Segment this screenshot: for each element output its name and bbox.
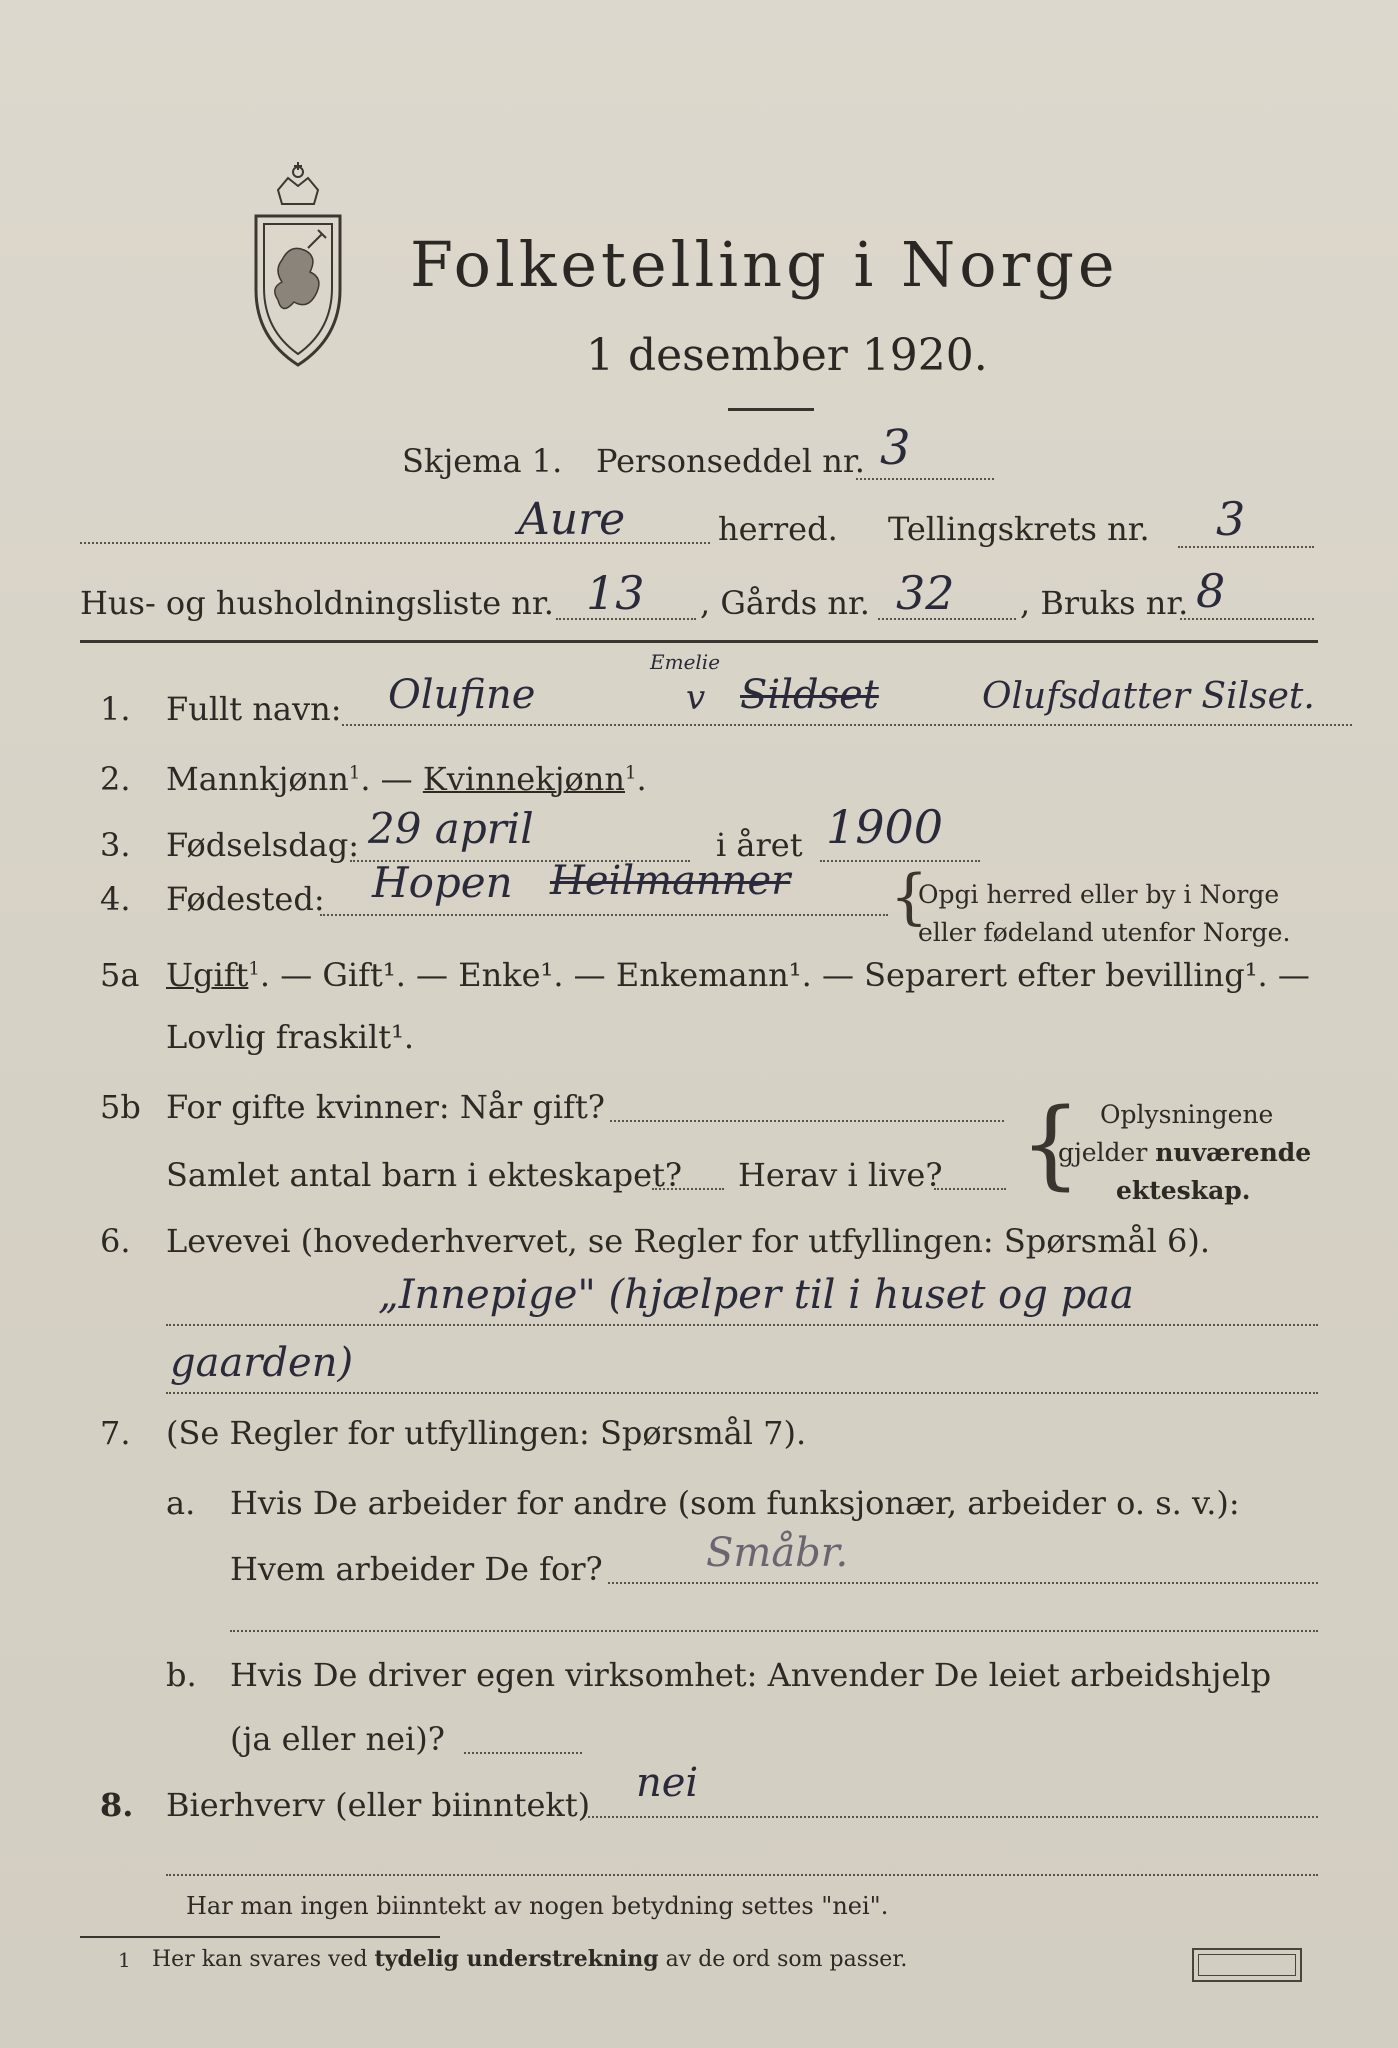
q4-field-line <box>320 914 888 916</box>
herred-value: Aure <box>518 494 626 545</box>
q7a-line2: Hvem arbeider De for? <box>230 1550 603 1588</box>
printer-stamp <box>1192 1948 1302 1982</box>
q1-label: Fullt navn: <box>166 690 342 728</box>
q8-field-line <box>588 1816 1318 1818</box>
footnote-text: Her kan svares ved tydelig understrekning av de ord som passer. <box>152 1946 908 1972</box>
q7a-field-line <box>608 1582 1318 1584</box>
q2-male: Mannkjønn <box>166 760 349 798</box>
q1-value-and: v <box>686 678 706 718</box>
q8-extra-line <box>166 1874 1318 1876</box>
q5a-line2: Lovlig fraskilt¹. <box>166 1018 415 1056</box>
q1-value-inserted: Emelie <box>650 650 721 674</box>
q4-note-line2: eller fødeland utenfor Norge. <box>918 918 1291 947</box>
q2-options: Mannkjønn$^1$. — Kvinnekjønn$^1$. <box>166 760 647 798</box>
header-rule <box>80 640 1318 643</box>
q1-value-first: Olufine <box>388 672 536 718</box>
bruks-label: , Bruks nr. <box>1020 584 1189 622</box>
footnote-rule <box>80 1936 440 1938</box>
bruks-field-line <box>1180 618 1314 620</box>
q5a-number: 5a <box>100 956 140 994</box>
q5b-ilive-field-line <box>934 1188 1006 1190</box>
tellingskrets-label: Tellingskrets nr. <box>888 510 1150 548</box>
q6-field-line2 <box>166 1392 1318 1394</box>
q7a-extra-line <box>230 1630 1318 1632</box>
q6-value-line2: gaarden) <box>170 1340 354 1386</box>
q7b-line1: Hvis De driver egen virksomhet: Anvender De leiet arbeidshjelp <box>230 1656 1272 1694</box>
q5b-line1: For gifte kvinner: Når gift? <box>166 1088 605 1126</box>
q5b-note-brace: { <box>1020 1088 1082 1200</box>
q5b-line2b: Herav i live? <box>738 1156 943 1194</box>
q7b-line2: (ja eller nei)? <box>230 1720 445 1758</box>
q4-label: Fødested: <box>166 880 325 918</box>
skjema-label: Skjema 1. <box>402 442 563 480</box>
q5b-note1: Oplysningene <box>1100 1100 1274 1129</box>
q8-label: Bierhverv (eller biinntekt) <box>166 1786 591 1824</box>
q3-number: 3. <box>100 826 131 864</box>
q4-number: 4. <box>100 880 131 918</box>
q4-value: Hopen <box>372 858 513 907</box>
q1-number: 1. <box>100 690 131 728</box>
census-date: 1 desember 1920. <box>586 330 988 381</box>
q2-number: 2. <box>100 760 131 798</box>
q3-value: 29 april <box>368 804 534 853</box>
q7a-letter: a. <box>166 1484 196 1522</box>
q2-female-selected: Kvinnekjønn <box>422 760 625 798</box>
q5b-note2: gjelder nuværende <box>1058 1138 1312 1167</box>
q5a-ugift-selected: Ugift <box>166 956 249 994</box>
q6-value-line1: „Innepige" (hjælper til i huset og paa <box>378 1272 1134 1318</box>
footnote-number: 1 <box>118 1948 131 1972</box>
q5b-gift-field-line <box>610 1120 1004 1122</box>
title-divider <box>728 408 814 411</box>
q7-label: (Se Regler for utfyllingen: Spørsmål 7). <box>166 1414 807 1452</box>
q6-label: Levevei (hovederhvervet, se Regler for utfyllingen: Spørsmål 6). <box>166 1222 1211 1260</box>
bruks-value: 8 <box>1196 564 1226 618</box>
herred-label: herred. <box>718 510 838 548</box>
q7a-value: Småbr. <box>706 1530 849 1576</box>
footer-note: Har man ingen biinntekt av nogen betydning settes "nei". <box>186 1892 889 1920</box>
q8-number: 8. <box>100 1786 134 1824</box>
q5b-note3: ekteskap. <box>1116 1176 1251 1205</box>
q5b-number: 5b <box>100 1088 141 1126</box>
q4-note-brace: { <box>890 862 929 932</box>
tellingskrets-field-line <box>1178 546 1314 548</box>
personseddel-value: 3 <box>880 420 911 476</box>
q3-year-label: i året <box>716 826 803 864</box>
q1-field-line <box>342 724 1352 726</box>
q7-number: 7. <box>100 1414 131 1452</box>
q5a-options: Ugift$^1$. — Gift¹. — Enke¹. — Enkemann¹. — Separert efter bevilling¹. — <box>166 956 1310 994</box>
q1-value-struck: Sildset <box>740 672 879 718</box>
q3-label: Fødselsdag: <box>166 826 360 864</box>
form-title: Folketelling i Norge <box>410 228 1119 301</box>
q1-value-rest: Olufsdatter Silset. <box>982 676 1315 717</box>
q8-value: nei <box>636 1760 699 1806</box>
hus-value: 13 <box>586 566 645 620</box>
personseddel-label: Personseddel nr. <box>596 442 865 480</box>
personseddel-field-line <box>856 478 994 480</box>
q7b-letter: b. <box>166 1656 197 1694</box>
gards-value: 32 <box>896 566 955 620</box>
q6-number: 6. <box>100 1222 131 1260</box>
q7a-line1: Hvis De arbeider for andre (som funksjonær, arbeider o. s. v.): <box>230 1484 1240 1522</box>
gards-label: , Gårds nr. <box>700 584 870 622</box>
q6-field-line1 <box>166 1324 1318 1326</box>
q5b-barn-field-line <box>652 1188 724 1190</box>
q7b-field-line <box>464 1752 582 1754</box>
q5b-line2a: Samlet antal barn i ekteskapet? <box>166 1156 683 1194</box>
q4-value-struck: Heilmanner <box>550 858 791 904</box>
tellingskrets-value: 3 <box>1216 492 1246 546</box>
q4-note-line1: Opgi herred eller by i Norge <box>918 880 1280 909</box>
hus-label: Hus- og husholdningsliste nr. <box>80 584 554 622</box>
norway-coat-of-arms-icon <box>238 160 358 370</box>
q3-year-value: 1900 <box>826 800 944 854</box>
